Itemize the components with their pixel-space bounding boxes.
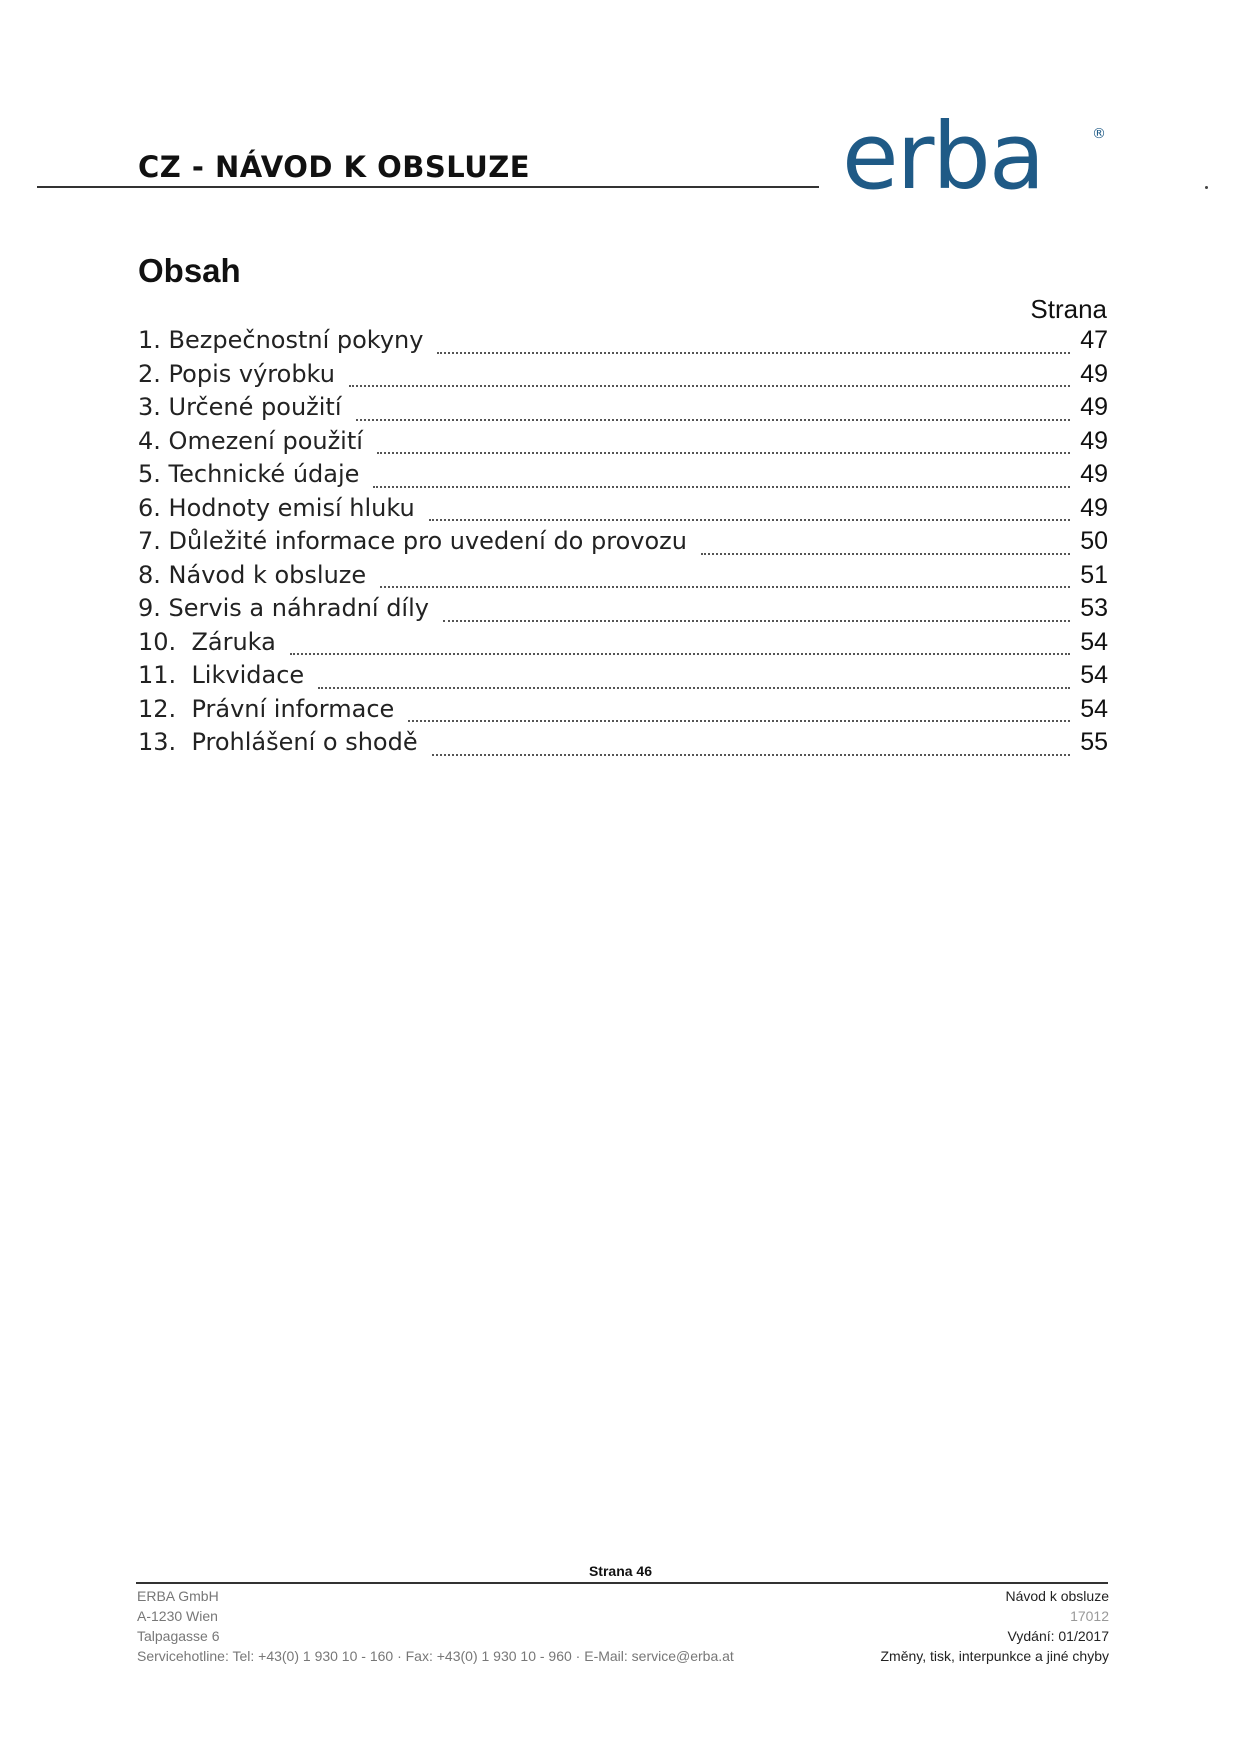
toc-entry-number: 8. [138,560,161,589]
toc-dot-leader [701,545,1070,555]
toc-entry-number: 11. [138,661,177,689]
toc-dot-leader [432,746,1070,756]
toc-entry-number: 1. [138,326,161,354]
toc-dot-leader [408,712,1070,722]
toc-entry-number: 5. [138,460,161,488]
toc-entry [138,427,1108,461]
toc-entry-number: 9. [138,594,161,622]
logo-registered-mark: ® [1092,126,1106,142]
toc-entry-page: 54 [1080,627,1108,656]
toc-entry-title: Hodnoty emisí hluku [168,493,415,522]
toc-entry [138,695,1108,729]
erba-logo [842,118,1114,196]
toc-entry-page: 49 [1080,393,1108,421]
footer-rule [136,1582,1108,1584]
toc-dot-leader [429,511,1070,521]
toc-entry-page: 54 [1080,661,1108,689]
toc-entry-title: Záruka [191,627,276,656]
toc-entry-page: 49 [1080,426,1108,455]
toc-dot-leader [373,478,1070,488]
toc-entry-number: 13. [138,728,177,756]
toc-entry [138,527,1108,561]
toc-entry [138,360,1108,394]
doc-disclaimer: Změny, tisk, interpunkce a jiné chyby [880,1648,1109,1664]
table-of-contents [138,326,1108,762]
toc-entry [138,460,1108,494]
footer-document-info [880,1586,1109,1666]
doc-edition: Vydání: 01/2017 [1007,1628,1109,1644]
toc-entry-number: 10. [138,627,177,656]
toc-entry-page: 54 [1080,694,1108,723]
toc-dot-leader [318,679,1070,689]
toc-dot-leader [443,612,1070,622]
company-city: A-1230 Wien [137,1608,218,1624]
toc-entry-number: 3. [138,393,161,421]
toc-entry-title: Likvidace [191,661,305,689]
toc-entry [138,326,1108,360]
toc-entry-title: Prohlášení o shodě [191,728,418,756]
toc-entry-number: 7. [138,527,161,555]
toc-entry-title: Bezpečnostní pokyny [168,326,424,354]
document-title: CZ - NÁVOD K OBSLUZE [138,150,531,184]
toc-entry-number: 4. [138,426,161,455]
logo-wordmark: erba [842,118,1044,196]
toc-entry-title: Servis a náhradní díly [168,594,429,622]
toc-entry-number: 2. [138,359,161,388]
toc-entry-number: 6. [138,493,161,522]
toc-dot-leader [377,444,1070,454]
toc-entry [138,561,1108,595]
company-contact: Servicehotline: Tel: +43(0) 1 930 10 - 160 · Fax: +43(0) 1 930 10 - 960 · E-Mail: service@erba.at [137,1648,734,1664]
toc-entry-title: Návod k obsluze [168,560,367,589]
toc-entry [138,661,1108,695]
corner-dot [1205,186,1208,189]
toc-entry-title: Technické údaje [168,460,360,488]
toc-entry [138,728,1108,762]
toc-entry-title: Určené použití [168,393,342,421]
toc-entry [138,393,1108,427]
toc-entry-page: 53 [1080,594,1108,622]
toc-entry-page: 49 [1080,493,1108,522]
toc-entry-title: Důležité informace pro uvedení do provozu [168,527,687,555]
toc-entry-page: 55 [1080,728,1108,756]
toc-dot-leader [380,578,1070,588]
toc-entry [138,494,1108,528]
toc-heading: Obsah [138,252,241,289]
toc-entry-number: 12. [138,694,177,723]
toc-entry-page: 47 [1080,326,1108,354]
toc-entry-title: Právní informace [191,694,395,723]
toc-entry-page: 50 [1080,527,1108,555]
toc-entry-page: 49 [1080,460,1108,488]
toc-dot-leader [290,645,1070,655]
page-number: Strana 46 [588,1563,653,1579]
toc-entry [138,594,1108,628]
company-street: Talpagasse 6 [137,1628,220,1644]
toc-dot-leader [437,344,1070,354]
toc-dot-leader [356,411,1071,421]
header-rule [37,186,819,188]
page-column-label: Strana [1030,294,1107,324]
toc-entry-title: Popis výrobku [168,359,335,388]
doc-number: 17012 [1070,1608,1109,1624]
toc-dot-leader [349,377,1070,387]
company-name: ERBA GmbH [137,1588,219,1604]
toc-entry [138,628,1108,662]
toc-entry-title: Omezení použití [168,426,363,455]
toc-entry-page: 51 [1080,560,1108,589]
footer-address [137,1586,734,1666]
doc-title: Návod k obsluze [1005,1588,1109,1604]
toc-entry-page: 49 [1080,359,1108,388]
